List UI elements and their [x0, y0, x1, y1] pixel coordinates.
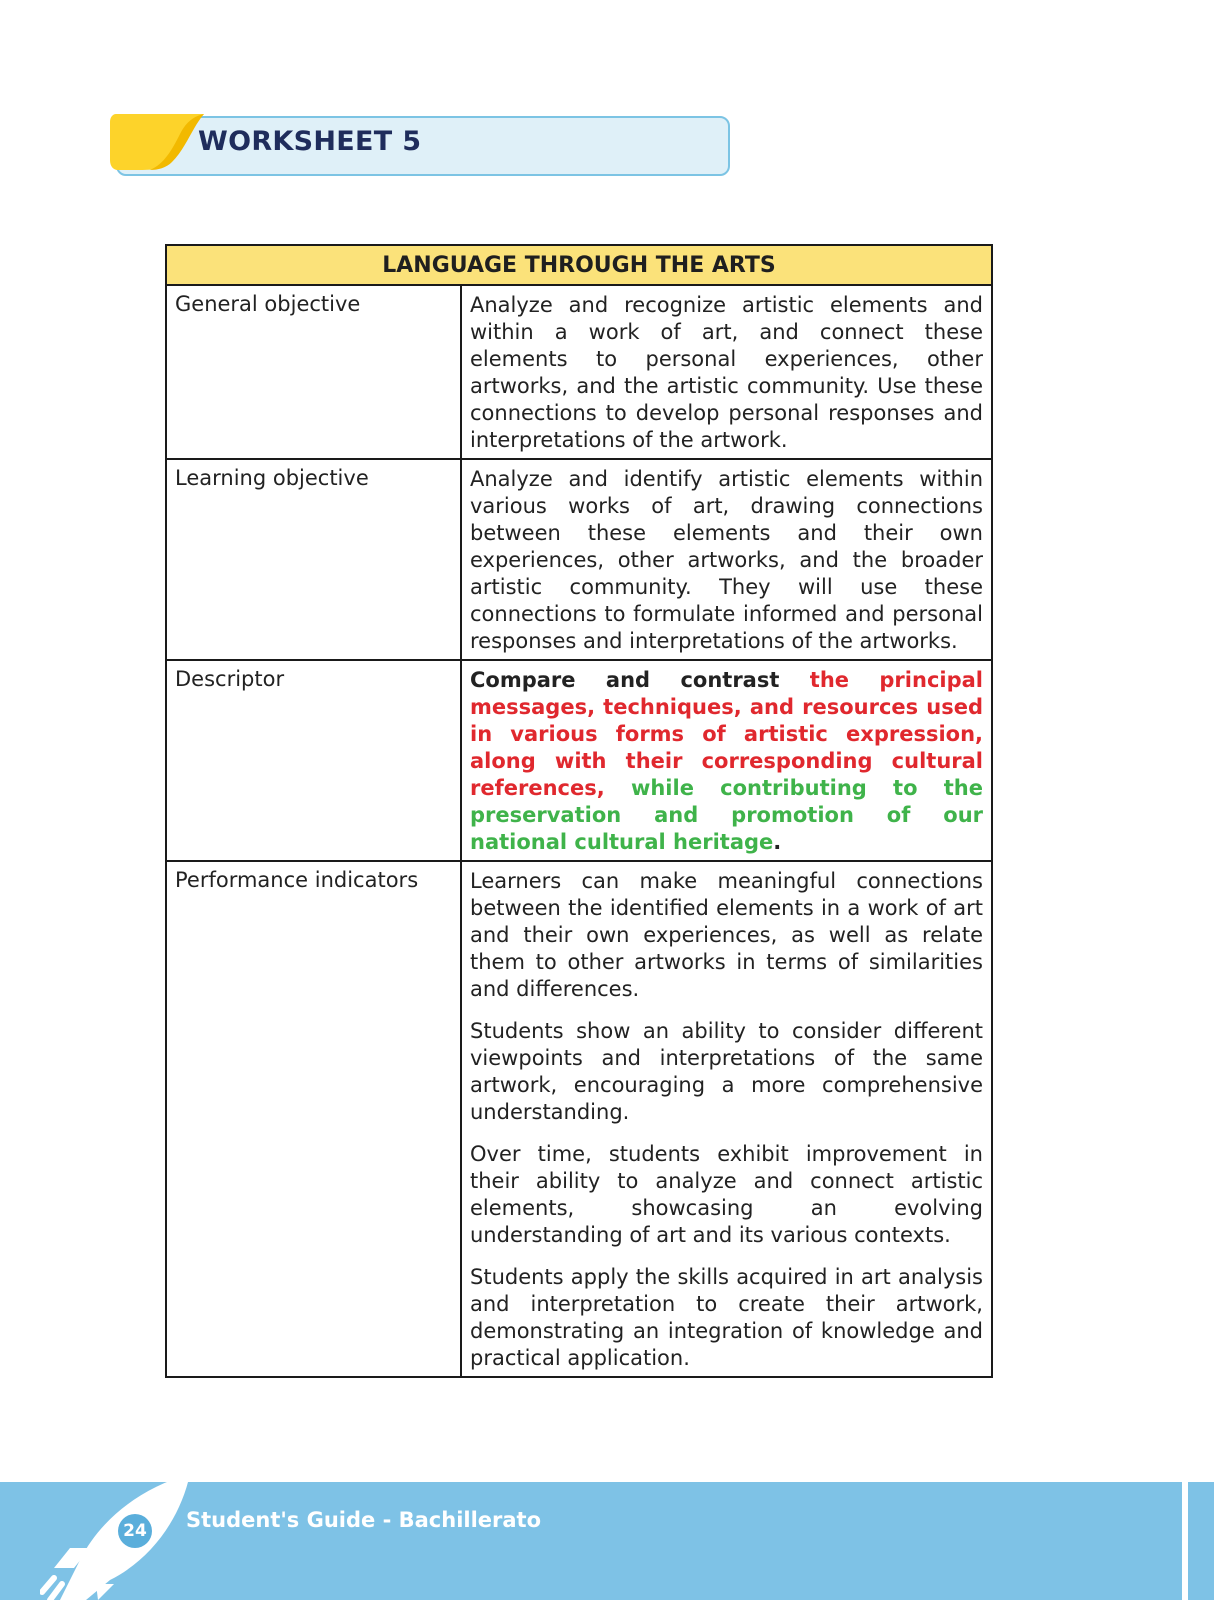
table-row	[166, 285, 992, 459]
objectives-table	[165, 244, 993, 1378]
row-value	[461, 459, 992, 660]
table-header-row	[166, 245, 992, 285]
table-row	[166, 459, 992, 660]
table-row	[166, 861, 992, 1377]
descriptor-black-text: Compare and contrast	[470, 668, 810, 692]
general-objective-text: Analyze and recognize artistic elements and within a work of art, and connect these elements to personal experiences, other artworks, and the artistic community. Use these connections to develop personal responses and interpretations of the artwork.	[470, 293, 983, 452]
worksheet-banner	[110, 114, 730, 174]
descriptor-value	[461, 660, 992, 861]
learning-objective-text: Analyze and identify artistic elements within various works of art, drawing connections between these elements and their own experiences, other artworks, and the broader artistic community. They will use these connections to formulate informed and personal responses and interpretations of the artworks.	[470, 467, 983, 653]
row-label: Performance indicators	[166, 861, 461, 1377]
page-number: 24	[118, 1514, 152, 1548]
table-row	[166, 660, 992, 861]
footer-title: Student's Guide - Bachillerato	[186, 1508, 542, 1532]
table-heading: LANGUAGE THROUGH THE ARTS	[166, 245, 992, 285]
rocket-icon	[40, 1474, 190, 1600]
indicator-paragraph: Students show an ability to consider different viewpoints and interpretations of the same artwork, encouraging a more comprehensive understanding.	[470, 1019, 983, 1124]
row-value	[461, 285, 992, 459]
indicator-paragraph: Learners can make meaningful connections between the identified elements in a work of art and their own experiences, as well as relate them to other artworks in terms of similarities and differences.	[470, 869, 983, 1001]
indicator-paragraph: Over time, students exhibit improvement in their ability to analyze and connect artistic elements, showcasing an evolving understanding of art and its various contexts.	[470, 1142, 983, 1247]
descriptor-end: .	[773, 830, 782, 854]
row-label: Learning objective	[166, 459, 461, 660]
indicator-paragraph: Students apply the skills acquired in art analysis and interpretation to create their artwork, demonstrating an integration of knowledge and practical application.	[470, 1265, 983, 1370]
row-label: General objective	[166, 285, 461, 459]
descriptor-red-text: the principal messages, techniques, and resources used in various forms of artistic expression, along with their corresponding cultural references,	[470, 668, 983, 800]
row-value	[461, 861, 992, 1377]
footer-divider	[1182, 1482, 1188, 1600]
row-label: Descriptor	[166, 660, 461, 861]
banner-yellow-tab	[110, 114, 210, 170]
worksheet-title: WORKSHEET 5	[198, 126, 422, 157]
descriptor-green-text: while contributing to the preservation and promotion of our national cultural heritage	[470, 776, 983, 854]
